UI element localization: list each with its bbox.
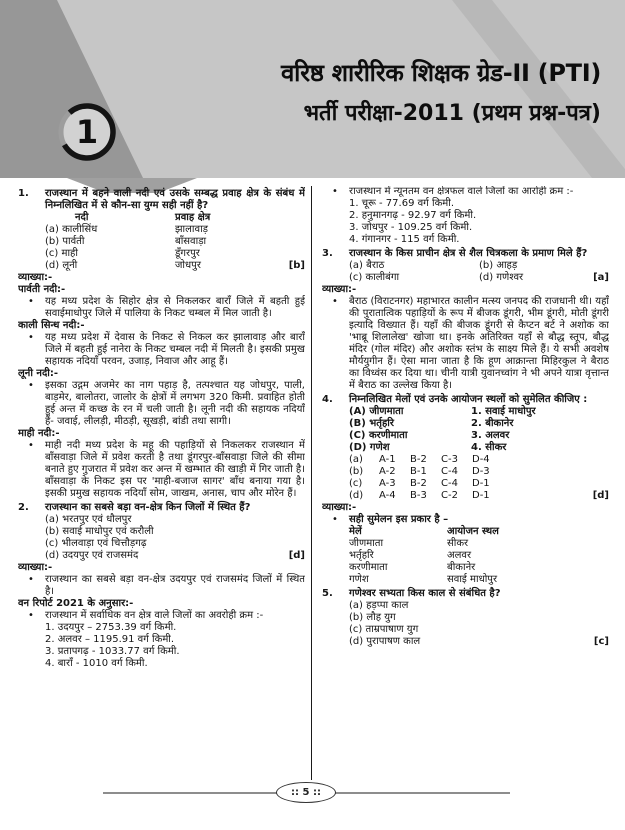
option-label: (b) पार्वती	[45, 236, 85, 247]
bullet-icon: •	[332, 296, 338, 307]
question-2	[18, 502, 305, 562]
option-label: (d) लूनी	[45, 260, 78, 271]
bullet-point	[18, 296, 305, 320]
combo-row	[322, 466, 609, 478]
fair-name: गणेश	[349, 574, 369, 585]
question-1	[18, 188, 305, 272]
list-item: 3. प्रतापगढ़ - 1033.77 वर्ग किमी.	[45, 646, 180, 657]
answer-badge: [d]	[288, 550, 305, 561]
answer-badge: [b]	[288, 260, 305, 271]
option-value: डूँगरपुर	[175, 248, 200, 259]
question-number: 1.	[18, 188, 29, 199]
option-label: (c) भीलवाड़ा एवं चित्तौड़गढ़	[45, 538, 147, 549]
option-label: (a) भरतपुर एवं धौलपुर	[45, 514, 132, 525]
bullet-point	[322, 514, 609, 526]
match-pair-row	[322, 442, 609, 454]
option-row	[18, 260, 305, 272]
question-number: 4.	[322, 394, 333, 405]
section-heading: पार्वती नदी:-	[18, 284, 66, 295]
combo-cell: B-2	[410, 478, 427, 489]
combo-cell: D-1	[472, 478, 490, 489]
fair-place: सवाई माधोपुर	[447, 574, 498, 585]
option-row	[322, 600, 609, 612]
section-heading: लूनी नदी:-	[18, 368, 59, 379]
option-row	[18, 538, 305, 550]
explanation-label: व्याख्या:-	[322, 502, 357, 513]
combo-row	[322, 490, 609, 502]
match-left: (D) गणेश	[349, 442, 390, 453]
question-4	[322, 394, 609, 502]
answer-badge: [c]	[593, 636, 609, 647]
match-pair-row	[322, 430, 609, 442]
option-row	[322, 612, 609, 624]
chapter-number: 1	[75, 113, 99, 151]
option-row	[18, 526, 305, 538]
option-value: बाँसवाड़ा	[175, 236, 207, 247]
option-label: (a) बैराठ	[349, 260, 385, 271]
match-table-row	[322, 538, 609, 550]
list-item: 2. अलवर – 1195.91 वर्ग किमी.	[45, 634, 175, 645]
bullet-text: माही नदी मध्य प्रदेश के महू की पहाड़ियों से निकलकर राजस्थान में बाँसवाड़ा जिले में प्रवेश करती है तथा डूंगरपुर-बाँसवाड़ा जिले की सीमा बनाते हुए गुजरात में प्रवेश कर अन्त में खम्भात की खाड़ी में गिर जाती है। बाँसवाड़ा के निकट इस पर 'माही-बजाज सागर' बाँध बनाया गया है। इसकी प्रमुख सहायक नदियाँ सोम, जाखम, अनास, चाप और मोरेन हैं।	[45, 440, 305, 499]
option-label: (c) ताम्रपाषाण युग	[349, 624, 419, 635]
bullet-point	[322, 186, 609, 198]
question-text: गणेश्वर सभ्यता किस काल से संबंधित है?	[349, 588, 501, 599]
exam-title	[281, 56, 601, 127]
option-label: (b) सवाई माधोपुर एवं करौली	[45, 526, 154, 537]
column-header-river: नदी	[75, 212, 89, 223]
question-number: 5.	[322, 588, 333, 599]
option-table-header	[18, 212, 305, 224]
match-left: (C) करणीमाता	[349, 430, 408, 441]
option-label: (c) माही	[45, 248, 78, 259]
match-right: 2. बीकानेर	[471, 418, 514, 429]
option-label: (d) उदयपुर एवं राजसमंद	[45, 550, 139, 561]
combo-label: (b)	[349, 466, 364, 477]
bullet-icon: •	[28, 380, 34, 391]
question-number: 2.	[18, 502, 29, 513]
match-table-header	[322, 526, 609, 538]
option-row	[322, 260, 609, 272]
option-label: (a) हड़प्पा काल	[349, 600, 409, 611]
option-label: (a) कालीसिंध	[45, 224, 98, 235]
page-number: :: 5 ::	[276, 782, 336, 803]
section-heading: माही नदी:-	[18, 428, 60, 439]
section-heading: काली सिन्ध नदी:-	[18, 320, 85, 331]
option-label: (d) पुरापाषण काल	[349, 636, 421, 647]
explanation-label: व्याख्या:-	[18, 272, 53, 283]
option-label: (b) आहड़	[479, 260, 518, 271]
fair-place: अलवर	[447, 550, 472, 561]
question-text: राजस्थान का सबसे बड़ा वन-क्षेत्र किन जिलों में स्थित हैं?	[45, 502, 251, 513]
combo-row	[322, 454, 609, 466]
bullet-icon: •	[28, 610, 34, 621]
option-row	[322, 624, 609, 636]
match-pair-row	[322, 406, 609, 418]
match-table-row	[322, 562, 609, 574]
option-label: (c) कालीबंगा	[349, 272, 400, 283]
bullet-icon: •	[332, 514, 338, 525]
combo-cell: C-4	[441, 466, 458, 477]
column-divider	[311, 186, 312, 780]
match-table-col2: आयोजन स्थल	[447, 526, 499, 537]
bullet-icon: •	[28, 574, 34, 585]
match-right: 1. सवाई माधोपुर	[471, 406, 536, 417]
bullet-point	[18, 332, 305, 368]
option-row	[18, 514, 305, 526]
bullet-icon: •	[28, 440, 34, 451]
combo-cell: D-1	[472, 490, 490, 501]
left-column	[18, 186, 305, 782]
combo-cell: D-3	[472, 466, 490, 477]
fair-name: करणीमाता	[349, 562, 388, 573]
combo-cell: B-3	[410, 490, 427, 501]
list-item: 2. हनुमानगढ़ - 92.97 वर्ग किमी.	[349, 210, 477, 221]
bullet-text: राजस्थान का सबसे बड़ा वन-क्षेत्र उदयपुर एवं राजसमंद जिलों में स्थित है।	[45, 574, 305, 597]
combo-label: (d)	[349, 490, 364, 501]
list-item: 4. गंगानगर - 115 वर्ग किमी.	[349, 234, 460, 245]
combo-cell: A-2	[379, 466, 396, 477]
question-text: राजस्थान के किस प्राचीन क्षेत्र से शैल चित्रकला के प्रमाण मिले हैं?	[349, 248, 588, 259]
option-row	[18, 550, 305, 562]
bullet-icon: •	[332, 186, 338, 197]
explanation-label: व्याख्या:-	[322, 284, 357, 295]
option-label: (b) लौह युग	[349, 612, 396, 623]
bullet-text: सही सुमेलन इस प्रकार है –	[349, 514, 449, 525]
option-row	[322, 272, 609, 284]
combo-label: (a)	[349, 454, 363, 465]
exam-title-line1: वरिष्ठ शारीरिक शिक्षक ग्रेड-II (PTI)	[281, 59, 601, 87]
question-number: 3.	[322, 248, 333, 259]
option-row	[322, 636, 609, 648]
page-header	[0, 0, 625, 178]
right-column	[322, 186, 609, 782]
combo-cell: C-4	[441, 478, 458, 489]
match-right: 3. अलवर	[471, 430, 510, 441]
option-row	[18, 248, 305, 260]
bullet-text: यह मध्य प्रदेश में देवास के निकट से निकल कर झालावाड़ और बाराँ जिले में बहती हुई नानेरा के निकट चम्बल नदी में मिलती है। इसकी प्रमुख सहायक नदियाँ परवन, उजाड़, निवाज और आहू हैं।	[45, 332, 305, 367]
list-item: 4. बाराँ - 1010 वर्ग किमी.	[45, 658, 148, 669]
combo-cell: A-4	[379, 490, 396, 501]
bullet-point	[18, 440, 305, 500]
match-table-row	[322, 574, 609, 586]
bullet-point	[18, 574, 305, 598]
section-heading: वन रिपोर्ट 2021 के अनुसार:-	[18, 598, 134, 609]
bullet-text: यह मध्य प्रदेश के सिहोर क्षेत्र से निकलकर बाराँ जिले में बहती हुई सवाईमाधोपुर जिले में पालिया के निकट चम्बल में मिल जाती है।	[45, 296, 305, 319]
answer-badge: [a]	[593, 272, 609, 283]
fair-place: सीकर	[447, 538, 469, 549]
match-right: 4. सीकर	[471, 442, 507, 453]
match-left: (A) जीणमाता	[349, 406, 404, 417]
combo-row	[322, 478, 609, 490]
fair-name: जीणमाता	[349, 538, 384, 549]
bullet-text: राजस्थान में न्यूनतम वन क्षेत्रफल वाले जिलों का आरोही क्रम :-	[349, 186, 574, 197]
exam-title-line2: भर्ती परीक्षा-2011 (प्रथम प्रश्न-पत्र)	[303, 101, 601, 126]
match-pair-row	[322, 418, 609, 430]
explanation-label: व्याख्या:-	[18, 562, 53, 573]
option-value: जोधपुर	[175, 260, 201, 271]
fair-place: बीकानेर	[447, 562, 476, 573]
bullet-point	[18, 380, 305, 428]
option-label: (d) गणेश्वर	[479, 272, 524, 283]
match-table-row	[322, 550, 609, 562]
answer-badge: [d]	[592, 490, 609, 501]
option-value: झालावाड़	[175, 224, 209, 235]
combo-cell: C-2	[441, 490, 458, 501]
list-item: 1. उदयपुर – 2753.39 वर्ग किमी.	[45, 622, 177, 633]
question-3	[322, 248, 609, 284]
match-left: (B) भर्तृहरि	[349, 418, 394, 429]
question-5	[322, 588, 609, 648]
list-item: 3. जोधपुर - 109.25 वर्ग किमी.	[349, 222, 473, 233]
bullet-text: बैराठ (विराटनगर) महाभारत कालीन मत्स्य जनपद की राजधानी थी। यहाँ की पुरातात्विक पहाड़ियों के रूप में बीजक डूंगरी, भीम डूंगरी, मोती डूंगरी इत्यादि विख्यात हैं। यहाँ की बीजक डूंगरी से कैप्टन बर्ट ने अशोक का 'भाब्रू शिलालेख' खोजा था। इनके अतिरिक्त यहाँ से बौद्ध स्तूप, बौद्ध मंदिर (गोल मंदिर) और अशोक स्तंभ के साक्ष्य मिले हैं। ये सभी अवशेष मौर्ययुगीन हैं। ऐसा माना जाता है कि हूण आक्रान्ता मिहिरकुल ने बैराठ का विध्वंस कर दिया था। चीनी यात्री युवानच्वांग ने भी अपने यात्रा वृत्तान्त में बैराठ का उल्लेख किया है।	[349, 296, 609, 391]
list-item: 1. चूरू - 77.69 वर्ग किमी.	[349, 198, 454, 209]
combo-label: (c)	[349, 478, 363, 489]
bullet-text: इसका उद्गम अजमेर का नाग पहाड़ है, तत्पश्चात यह जोधपुर, पाली, बाड़मेर, बालोतरा, जालोर के क्षेत्रों में लगभग 320 किमी. प्रवाहित होती हुई अन्त में कच्छ के रन में चली जाती है। लूनी नदी की सहायक नदियाँ हैं- जवाई, लीलड़ी, मीठड़ी, सूखड़ी, बांडी तथा सागी।	[45, 380, 305, 427]
combo-cell: B-2	[410, 454, 427, 465]
combo-cell: B-1	[410, 466, 427, 477]
column-header-basin: प्रवाह क्षेत्र	[175, 212, 211, 223]
bullet-point	[18, 610, 305, 622]
bullet-icon: •	[28, 332, 34, 343]
bullet-point	[322, 296, 609, 392]
fair-name: भर्तृहरि	[349, 550, 374, 561]
match-table-col1: मेलें	[349, 526, 362, 537]
option-row	[18, 236, 305, 248]
option-row	[18, 224, 305, 236]
combo-cell: A-1	[379, 454, 396, 465]
combo-cell: D-4	[472, 454, 490, 465]
combo-cell: A-3	[379, 478, 396, 489]
chapter-badge	[55, 100, 119, 164]
combo-cell: C-3	[441, 454, 458, 465]
bullet-icon: •	[28, 296, 34, 307]
question-text: निम्नलिखित मेलों एवं उनके आयोजन स्थलों को सुमेलित कीजिए :	[349, 394, 588, 405]
question-text: राजस्थान में बहने वाली नदी एवं उसके सम्बद्ध प्रवाह क्षेत्र के संबंध में निम्नलिखित में से कौन-सा युग्म सही नहीं है?	[45, 188, 305, 211]
bullet-text: राजस्थान में सर्वाधिक वन क्षेत्र वाले जिलों का अवरोही क्रम :-	[45, 610, 264, 621]
